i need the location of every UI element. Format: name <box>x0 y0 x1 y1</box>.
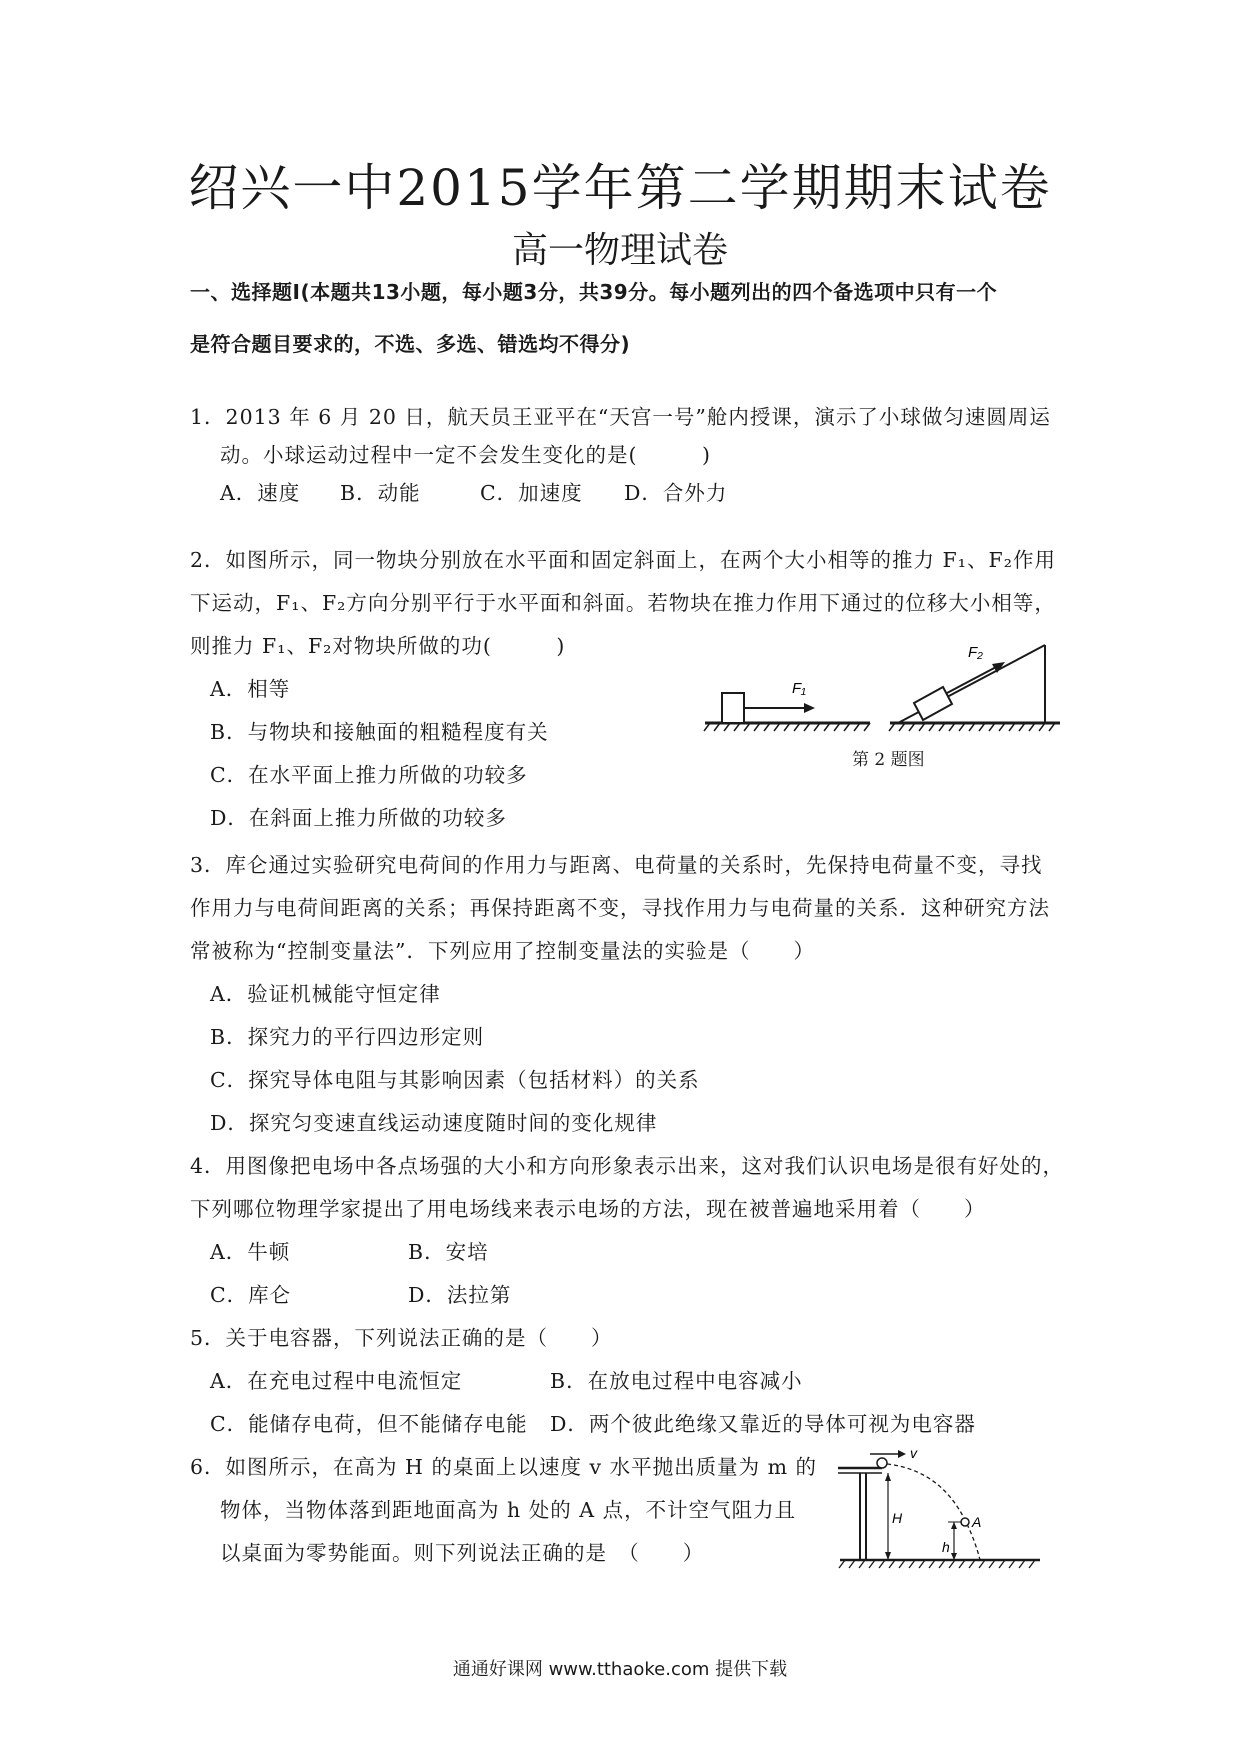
q2-option-c: C．在水平面上推力所做的功较多 <box>210 763 528 787</box>
q2-option-a: A．相等 <box>210 677 291 701</box>
H-label: H <box>892 1510 903 1526</box>
q2-option-b: B．与物块和接触面的粗糙程度有关 <box>210 720 549 744</box>
q3-option-c: C．探究导体电阻与其影响因素（包括材料）的关系 <box>210 1068 700 1092</box>
q3-option-d: D．探究匀变速直线运动速度随时间的变化规律 <box>210 1111 658 1135</box>
section-heading-line2: 是符合题目要求的，不选、多选、错选均不得分) <box>190 332 631 356</box>
q1-option-c: C．加速度 <box>480 481 583 505</box>
q5-option-a: A．在充电过程中电流恒定 <box>210 1369 463 1393</box>
v-label: v <box>910 1445 917 1461</box>
q2-line1: 2．如图所示，同一物块分别放在水平面和固定斜面上，在两个大小相等的推力 F₁、F₂作用 <box>190 548 1056 572</box>
q5-line1: 5．关于电容器，下列说法正确的是（ ） <box>190 1326 613 1350</box>
q4-line1: 4．用图像把电场中各点场强的大小和方向形象表示出来，这对我们认识电场是很有好处的， <box>190 1154 1065 1178</box>
q3-option-a: A．验证机械能守恒定律 <box>210 982 441 1006</box>
q3-line2: 作用力与电荷间距离的关系；再保持距离不变，寻找作用力与电荷量的关系．这种研究方法 <box>190 896 1050 920</box>
f2-label: F₂ <box>968 644 983 661</box>
section-heading-line1: 一、选择题Ⅰ(本题共13小题，每小题3分，共39分。每小题列出的四个备选项中只有一个 <box>190 280 998 304</box>
q6-line3: 以桌面为零势能面。则下列说法正确的是 （ ） <box>220 1541 705 1565</box>
q2-line2: 下运动，F₁、F₂方向分别平行于水平面和斜面。若物块在推力作用下通过的位移大小相等， <box>190 591 1056 615</box>
q6-figure <box>830 1440 1060 1580</box>
exam-subtitle: 高一物理试卷 <box>511 230 728 271</box>
A-label: A <box>972 1514 982 1530</box>
q1-line1: 1．2013 年 6 月 20 日，航天员王亚平在“天宫一号”舱内授课，演示了小球做匀速圆周运 <box>190 405 1051 429</box>
q3-line3: 常被称为“控制变量法”．下列应用了控制变量法的实验是（ ） <box>190 939 815 963</box>
q4-option-b: B．安培 <box>408 1240 489 1264</box>
f1-label: F₁ <box>792 680 806 697</box>
q2-figure-caption: 第 2 题图 <box>852 750 925 770</box>
q3-option-b: B．探究力的平行四边形定则 <box>210 1025 485 1049</box>
q5-option-d: D．两个彼此绝缘又靠近的导体可视为电容器 <box>550 1412 976 1436</box>
q1-option-d: D．合外力 <box>624 481 728 505</box>
block-on-incline <box>914 687 952 720</box>
q3-line1: 3．库仑通过实验研究电荷间的作用力与距离、电荷量的关系时，先保持电荷量不变，寻找 <box>190 853 1043 877</box>
q2-option-d: D．在斜面上推力所做的功较多 <box>210 806 507 830</box>
q2-figure <box>700 635 1070 740</box>
q5-option-b: B．在放电过程中电容减小 <box>550 1369 803 1393</box>
q1-option-a: A．速度 <box>220 481 301 505</box>
q5-option-c: C．能储存电荷，但不能储存电能 <box>210 1412 528 1436</box>
q2-line3: 则推力 F₁、F₂对物块所做的功( ) <box>190 634 566 658</box>
q1-option-b: B．动能 <box>340 481 421 505</box>
block-on-flat <box>722 693 744 723</box>
q4-option-a: A．牛顿 <box>210 1240 291 1264</box>
q1-line2: 动。小球运动过程中一定不会发生变化的是( ) <box>220 443 711 467</box>
h-label: h <box>942 1539 950 1555</box>
q4-option-d: D．法拉第 <box>408 1283 512 1307</box>
q4-option-c: C．库仑 <box>210 1283 292 1307</box>
exam-title: 绍兴一中2015学年第二学期期末试卷 <box>188 159 1052 217</box>
q6-line2: 物体，当物体落到距地面高为 h 处的 A 点，不计空气阻力且 <box>220 1498 797 1522</box>
q6-line1: 6．如图所示，在高为 H 的桌面上以速度 v 水平抛出质量为 m 的 <box>190 1455 818 1479</box>
q4-line2: 下列哪位物理学家提出了用电场线来表示电场的方法，现在被普遍地采用着（ ） <box>190 1197 986 1221</box>
footer-watermark: 通通好课网 www.tthaoke.com 提供下载 <box>452 1659 788 1680</box>
